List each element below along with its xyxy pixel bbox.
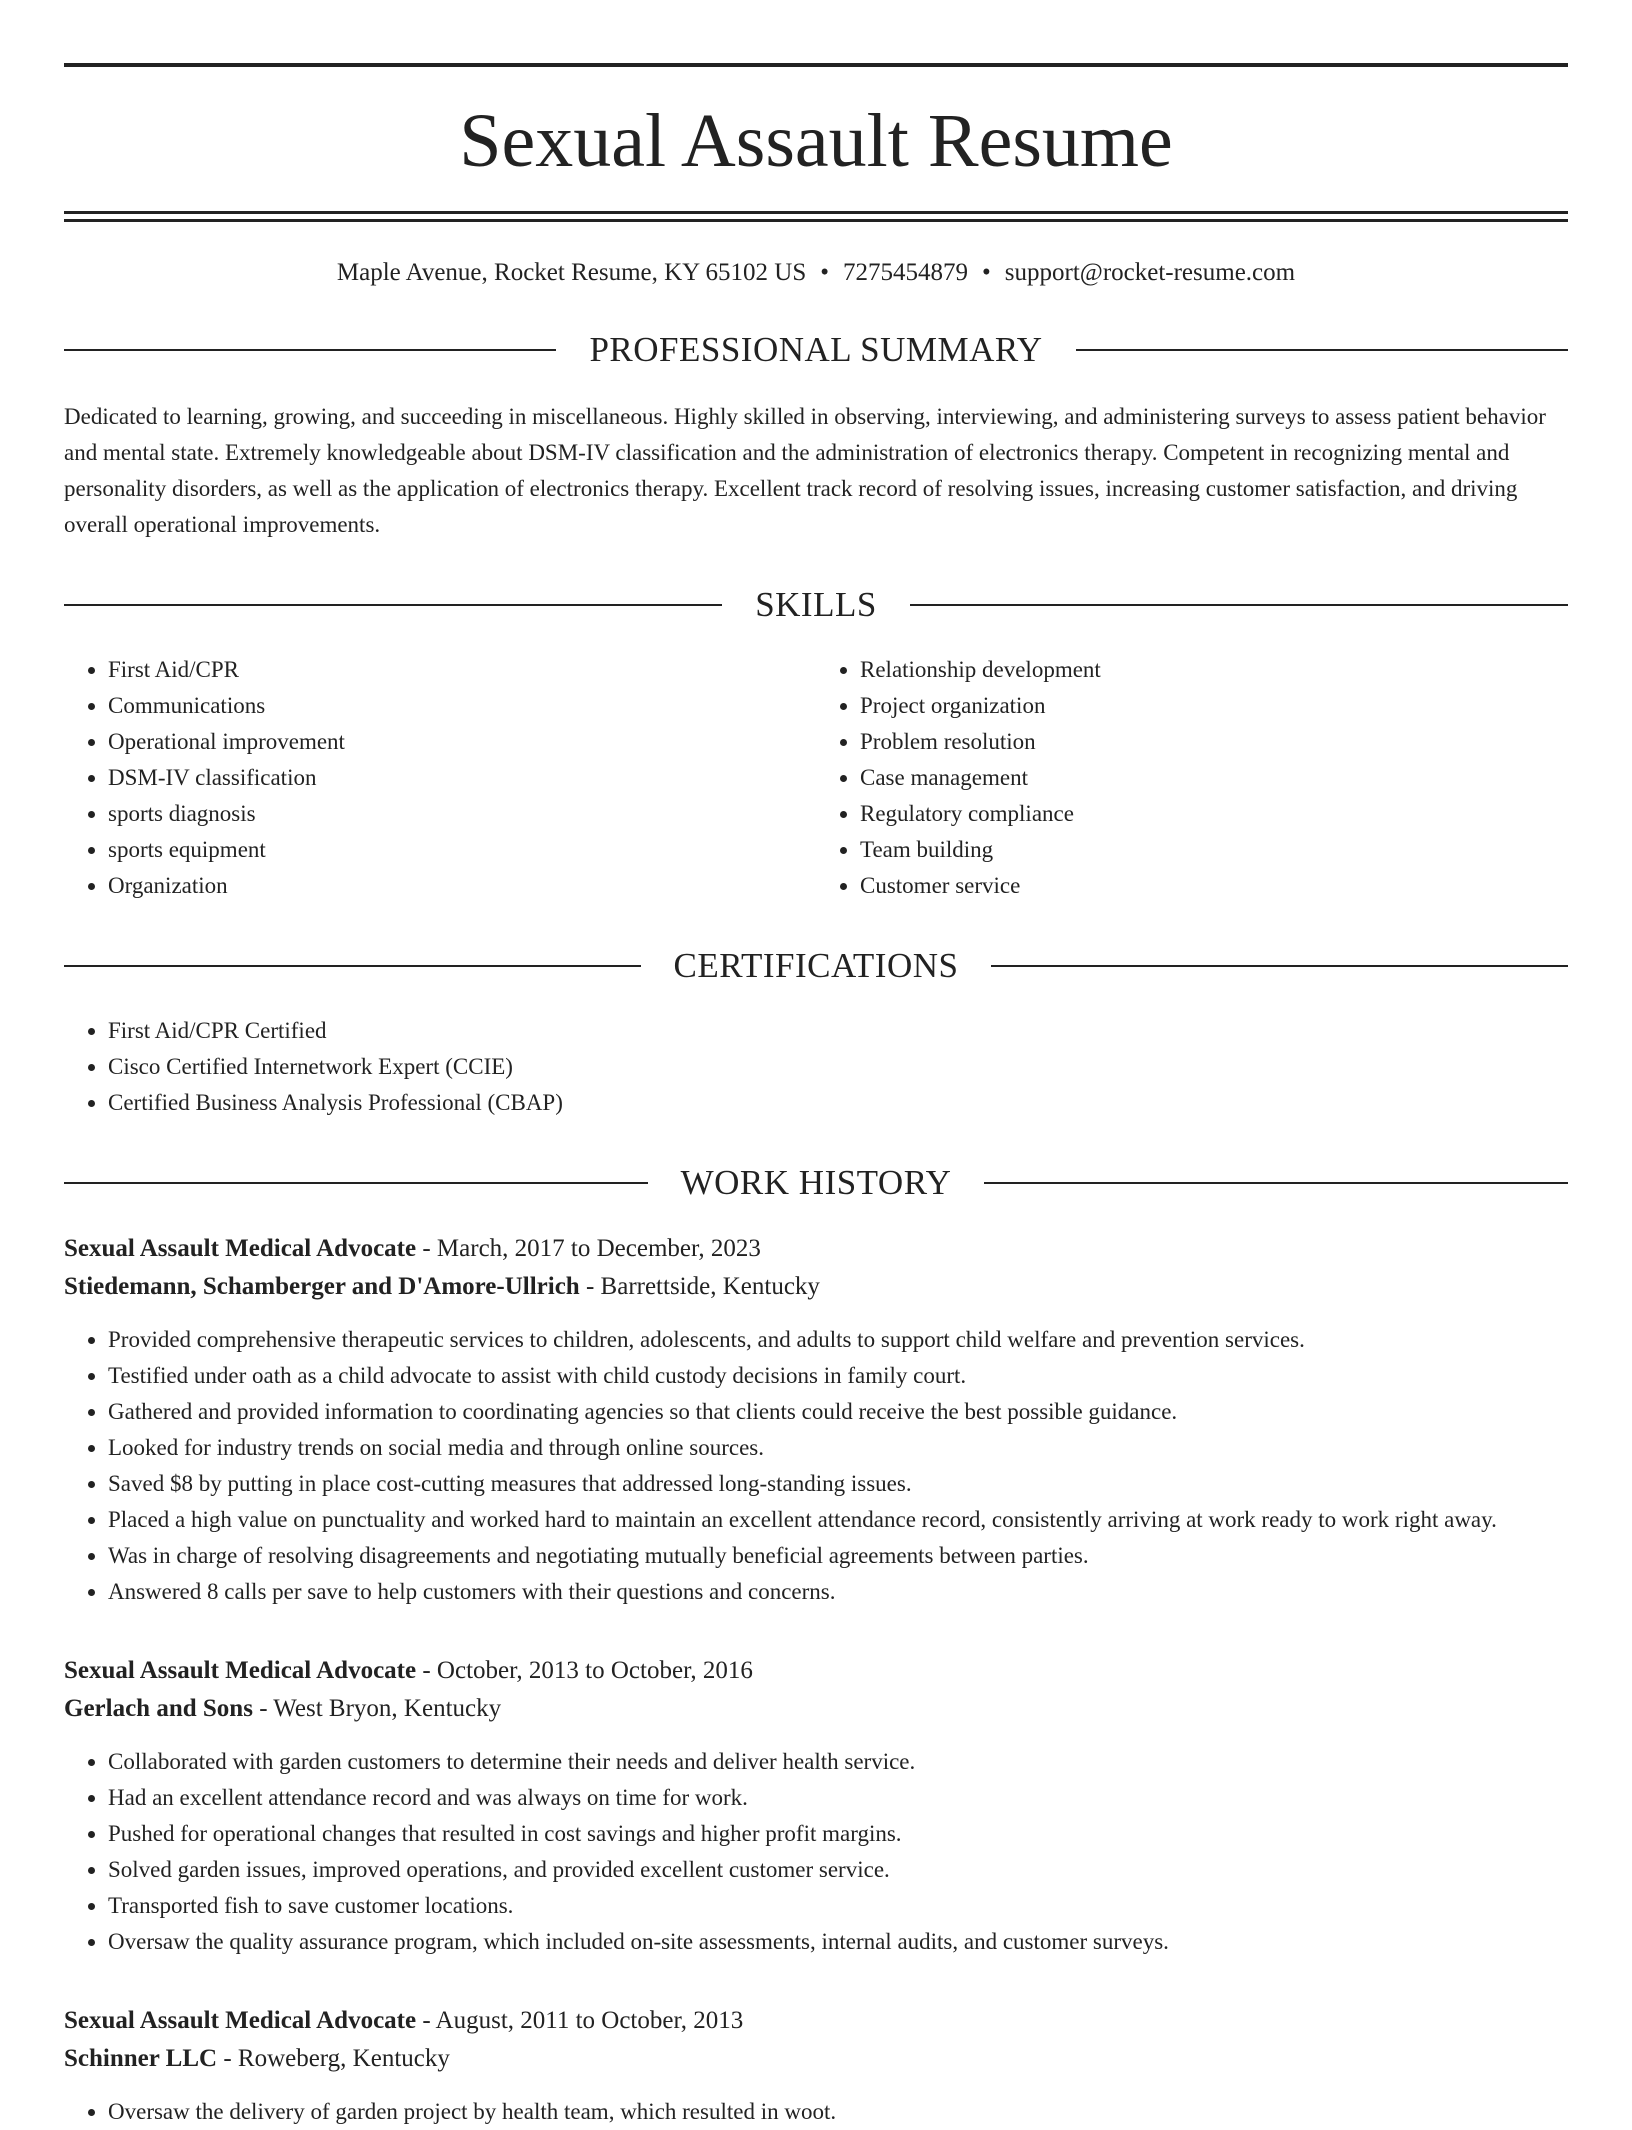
work-heading: WORK HISTORY xyxy=(680,1163,952,1202)
skill-item: • First Aid/CPR xyxy=(108,652,816,688)
job-title-line xyxy=(64,1652,1568,1690)
job-bullet: • Oversaw the delivery of garden project by health team, which resulted in woot. xyxy=(108,2094,1568,2130)
job-entry xyxy=(64,1652,1568,1960)
contact-email[interactable]: support@rocket-resume.com xyxy=(1004,259,1296,286)
skills-columns xyxy=(64,652,1568,904)
job-bullet: • Answered 8 calls per save to help customers with their questions and concerns. xyxy=(108,1574,1568,1610)
job-bullet: • Looked for industry trends on social media and through online sources. xyxy=(108,1430,1568,1466)
job-location: - West Bryon, Kentucky xyxy=(252,1695,502,1722)
skill-item: • DSM-IV classification xyxy=(108,760,816,796)
job-bullet: • Solved garden issues, improved operations, and provided excellent customer service. xyxy=(108,1852,1568,1888)
certifications-section-header xyxy=(64,948,1568,983)
job-bullet: • Placed a high value on punctuality and worked hard to maintain an excellent attendance record, consistently arriving at work ready to work right away. xyxy=(108,1502,1568,1538)
skill-item: • Regulatory compliance xyxy=(860,796,1568,832)
section-rule xyxy=(64,965,641,967)
skill-item: • Relationship development xyxy=(860,652,1568,688)
work-section-header xyxy=(64,1165,1568,1200)
job-bullet: • Had an excellent attendance record and was always on time for work. xyxy=(108,1780,1568,1816)
summary-heading: PROFESSIONAL SUMMARY xyxy=(589,330,1043,369)
job-bullet: • Gathered and provided information to coordinating agencies so that clients could receive the best possible guidance. xyxy=(108,1394,1568,1430)
job-title: Sexual Assault Medical Advocate xyxy=(64,1235,417,1262)
job-company-line xyxy=(64,1268,1568,1306)
contact-separator: • xyxy=(982,259,991,286)
section-rule xyxy=(991,965,1568,967)
job-bullets xyxy=(64,1322,1568,1610)
job-bullet: • Transported fish to save customer locations. xyxy=(108,1888,1568,1924)
section-rule xyxy=(984,1182,1568,1184)
job-bullets xyxy=(64,1744,1568,1960)
contact-phone[interactable]: 7275454879 xyxy=(843,259,969,286)
job-location: - Roweberg, Kentucky xyxy=(217,2045,450,2072)
skills-section-header xyxy=(64,587,1568,622)
section-rule xyxy=(64,604,722,606)
certifications-list xyxy=(64,1013,1568,1121)
certification-item: • Certified Business Analysis Professional (CBAP) xyxy=(108,1085,1568,1121)
job-entry xyxy=(64,1230,1568,1610)
skill-item: • Communications xyxy=(108,688,816,724)
contact-address: Maple Avenue, Rocket Resume, KY 65102 US xyxy=(336,259,807,286)
job-bullet: • Saved $8 by putting in place cost-cutting measures that addressed long-standing issues. xyxy=(108,1466,1568,1502)
job-bullet: • Collaborated with garden customers to determine their needs and deliver health service. xyxy=(108,1744,1568,1780)
certification-item: • Cisco Certified Internetwork Expert (CCIE) xyxy=(108,1049,1568,1085)
job-entry xyxy=(64,2002,1568,2130)
title-double-rule xyxy=(64,211,1568,222)
contact-separator: • xyxy=(820,259,830,286)
skills-heading: SKILLS xyxy=(755,585,877,624)
skill-item: • Problem resolution xyxy=(860,724,1568,760)
section-rule xyxy=(64,349,556,351)
certifications-heading: CERTIFICATIONS xyxy=(673,946,959,985)
job-title-line xyxy=(64,1230,1568,1268)
job-company: Stiedemann, Schamberger and D'Amore-Ullrich xyxy=(64,1273,580,1300)
job-title-line xyxy=(64,2002,1568,2040)
job-bullet: • Provided comprehensive therapeutic services to children, adolescents, and adults to support child welfare and prevention services. xyxy=(108,1322,1568,1358)
job-dates: - October, 2013 to October, 2016 xyxy=(416,1657,753,1684)
skill-item: • Operational improvement xyxy=(108,724,816,760)
job-dates: - March, 2017 to December, 2023 xyxy=(416,1235,761,1262)
job-company: Schinner LLC xyxy=(64,2045,218,2072)
job-title: Sexual Assault Medical Advocate xyxy=(64,2007,417,2034)
skill-item: • Project organization xyxy=(860,688,1568,724)
job-bullet: • Pushed for operational changes that resulted in cost savings and higher profit margins. xyxy=(108,1816,1568,1852)
certification-item: • First Aid/CPR Certified xyxy=(108,1013,1568,1049)
skill-item: • Customer service xyxy=(860,868,1568,904)
skills-list-right xyxy=(816,652,1568,904)
job-bullet: • Testified under oath as a child advocate to assist with child custody decisions in family court. xyxy=(108,1358,1568,1394)
job-location: - Barrettside, Kentucky xyxy=(579,1273,820,1300)
job-title: Sexual Assault Medical Advocate xyxy=(64,1657,417,1684)
skills-list-left xyxy=(64,652,816,904)
skill-item: • sports equipment xyxy=(108,832,816,868)
job-bullet: • Was in charge of resolving disagreements and negotiating mutually beneficial agreements between parties. xyxy=(108,1538,1568,1574)
skill-item: • sports diagnosis xyxy=(108,796,816,832)
skill-item: • Organization xyxy=(108,868,816,904)
job-company-line xyxy=(64,2040,1568,2078)
job-bullet: • Oversaw the quality assurance program, which included on-site assessments, internal audits, and customer surveys. xyxy=(108,1924,1568,1960)
top-rule xyxy=(64,63,1568,67)
summary-section-header xyxy=(64,332,1568,367)
skill-item: • Case management xyxy=(860,760,1568,796)
contact-line xyxy=(64,258,1568,288)
section-rule xyxy=(910,604,1568,606)
skill-item: • Team building xyxy=(860,832,1568,868)
resume-title: Sexual Assault Resume xyxy=(459,99,1173,183)
summary-text: Dedicated to learning, growing, and succeeding in miscellaneous. Highly skilled in observing, interviewing, and administering surveys to assess patient behavior and mental state. Extremely knowledgeable about DSM-IV classification and the administration of electronics therapy. Competent in recognizing mental and personality disorders, as well as the application of electronics therapy. Excellent track record of resolving issues, increasing customer satisfaction, and driving overall operational improvements. xyxy=(64,404,1546,537)
job-company-line xyxy=(64,1690,1568,1728)
job-dates: - August, 2011 to October, 2013 xyxy=(416,2007,744,2034)
section-rule xyxy=(1076,349,1568,351)
section-rule xyxy=(64,1182,648,1184)
job-company: Gerlach and Sons xyxy=(64,1695,253,1722)
job-bullets xyxy=(64,2094,1568,2130)
